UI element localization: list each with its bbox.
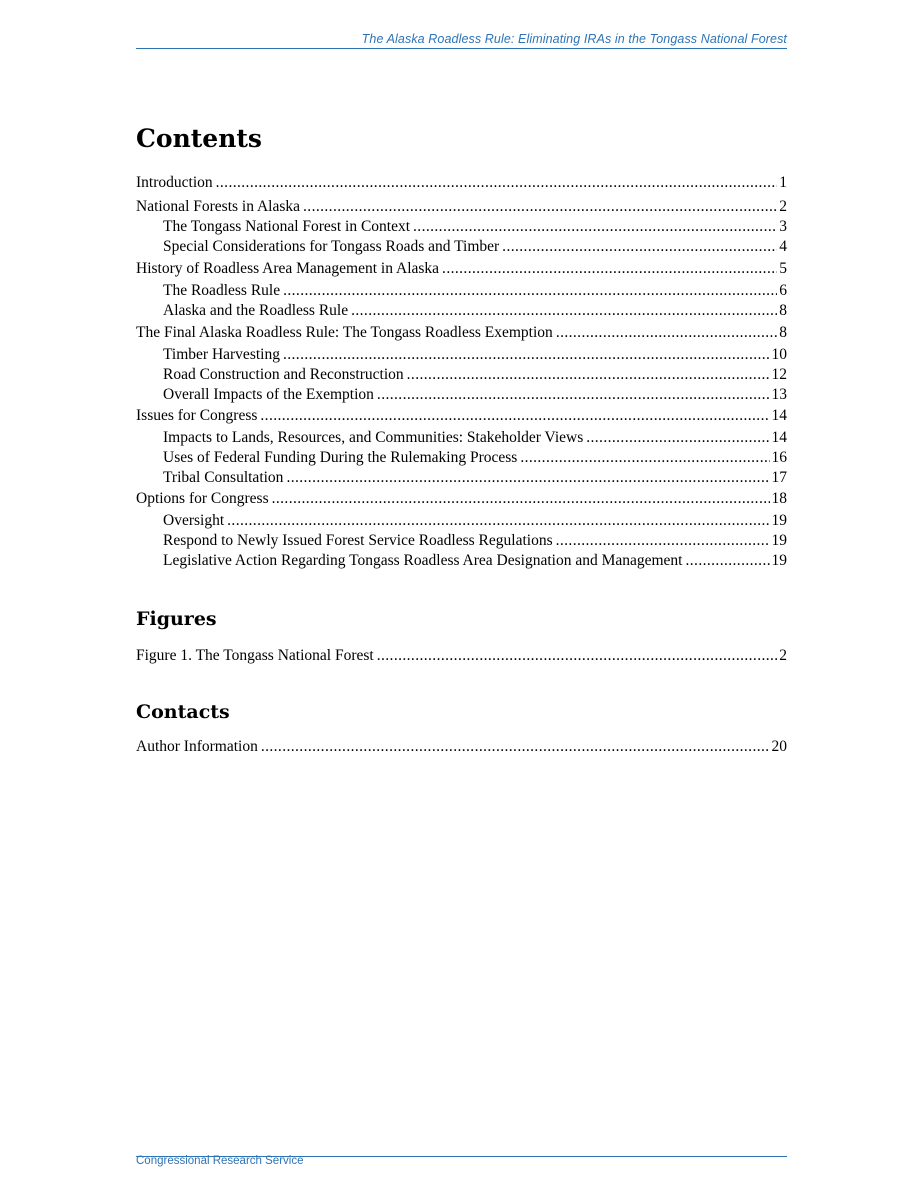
toc-entry[interactable]	[136, 173, 787, 193]
page-footer: Congressional Research Service	[136, 1155, 304, 1167]
toc-entry[interactable]	[163, 281, 787, 301]
dot-leader	[520, 448, 769, 468]
toc-entry-page: 5	[779, 260, 787, 277]
toc-entry-text: The Tongass National Forest in Context	[163, 218, 411, 235]
toc-entry[interactable]	[163, 448, 787, 468]
figure-entry-text: Figure 1. The Tongass National Forest	[136, 647, 374, 664]
toc-entry-text: Respond to Newly Issued Forest Service Roadless Regulations	[163, 532, 553, 549]
dot-leader	[283, 281, 777, 301]
toc-entry-page: 10	[771, 346, 787, 363]
toc-entry[interactable]	[136, 259, 787, 279]
figures-heading: Figures	[136, 608, 217, 630]
dot-leader	[442, 259, 777, 279]
toc-entry-page: 17	[771, 469, 787, 486]
dot-leader	[283, 345, 770, 365]
toc-entry[interactable]	[163, 217, 787, 237]
contents-heading: Contents	[136, 124, 263, 153]
toc-entry[interactable]	[163, 385, 787, 405]
toc-entry[interactable]	[163, 551, 787, 571]
contacts-heading: Contacts	[136, 701, 230, 723]
toc-entry-text: Road Construction and Reconstruction	[163, 366, 404, 383]
toc-entry[interactable]	[163, 428, 787, 448]
dot-leader	[303, 197, 777, 217]
toc-entry-page: 19	[771, 532, 787, 549]
toc-entry-page: 16	[771, 449, 787, 466]
toc-entry-text: Tribal Consultation	[163, 469, 284, 486]
toc-entry-page: 14	[771, 407, 787, 424]
toc-entry-page: 6	[779, 282, 787, 299]
toc-entry-page: 8	[779, 302, 787, 319]
toc-entry-text: The Final Alaska Roadless Rule: The Tongass Roadless Exemption	[136, 324, 553, 341]
dot-leader	[413, 217, 777, 237]
toc-entry-page: 19	[771, 512, 787, 529]
dot-leader	[260, 406, 769, 426]
toc-entry-text: Options for Congress	[136, 490, 269, 507]
toc-entry-text: Overall Impacts of the Exemption	[163, 386, 374, 403]
toc-entry[interactable]	[163, 345, 787, 365]
toc-entry[interactable]	[136, 197, 787, 217]
dot-leader	[686, 551, 770, 571]
toc-entry[interactable]	[163, 531, 787, 551]
toc-entry-page: 8	[779, 324, 787, 341]
toc-entry-text: Oversight	[163, 512, 225, 529]
figure-entry-page: 2	[779, 647, 787, 664]
toc-entry[interactable]	[163, 468, 787, 488]
dot-leader	[407, 365, 770, 385]
toc-entry[interactable]	[163, 301, 787, 321]
toc-entry[interactable]	[163, 237, 787, 257]
toc-entry-page: 19	[771, 552, 787, 569]
dot-leader	[216, 173, 778, 193]
toc-entry-text: Issues for Congress	[136, 407, 258, 424]
dot-leader	[556, 531, 770, 551]
toc-entry-page: 14	[771, 429, 787, 446]
toc-entry-text: Uses of Federal Funding During the Rulemaking Process	[163, 449, 518, 466]
toc-entry-page: 18	[771, 490, 787, 507]
contact-entry[interactable]	[136, 737, 787, 757]
dot-leader	[286, 468, 769, 488]
dot-leader	[502, 237, 777, 257]
toc-entry-page: 13	[771, 386, 787, 403]
toc-entry-text: The Roadless Rule	[163, 282, 281, 299]
dot-leader	[556, 323, 777, 343]
toc-entry-text: National Forests in Alaska	[136, 198, 301, 215]
contact-entry-text: Author Information	[136, 738, 258, 755]
toc-entry-text: Special Considerations for Tongass Roads and Timber	[163, 238, 500, 255]
dot-leader	[377, 385, 770, 405]
toc-entry[interactable]	[136, 406, 787, 426]
toc-entry-page: 3	[779, 218, 787, 235]
dot-leader	[272, 489, 770, 509]
toc-entry-text: Introduction	[136, 174, 213, 191]
toc-entry-page: 12	[771, 366, 787, 383]
dot-leader	[586, 428, 769, 448]
dot-leader	[351, 301, 777, 321]
toc-entry-page: 1	[779, 174, 787, 191]
toc-entry[interactable]	[163, 365, 787, 385]
toc-entry-text: Timber Harvesting	[163, 346, 280, 363]
figure-entry[interactable]	[136, 646, 787, 666]
dot-leader	[227, 511, 769, 531]
dot-leader	[261, 737, 770, 757]
toc-entry-text: Legislative Action Regarding Tongass Roadless Area Designation and Management	[163, 552, 683, 569]
toc-entry-text: Impacts to Lands, Resources, and Communities: Stakeholder Views	[163, 429, 584, 446]
dot-leader	[377, 646, 778, 666]
toc-entry-page: 2	[779, 198, 787, 215]
running-header: The Alaska Roadless Rule: Eliminating IRAs in the Tongass National Forest	[361, 32, 787, 46]
header-rule	[136, 48, 787, 49]
toc-entry[interactable]	[136, 489, 787, 509]
toc-entry[interactable]	[136, 323, 787, 343]
toc-entry[interactable]	[163, 511, 787, 531]
contact-entry-page: 20	[771, 738, 787, 755]
toc-entry-text: History of Roadless Area Management in Alaska	[136, 260, 440, 277]
toc-entry-text: Alaska and the Roadless Rule	[163, 302, 349, 319]
toc-entry-page: 4	[779, 238, 787, 255]
